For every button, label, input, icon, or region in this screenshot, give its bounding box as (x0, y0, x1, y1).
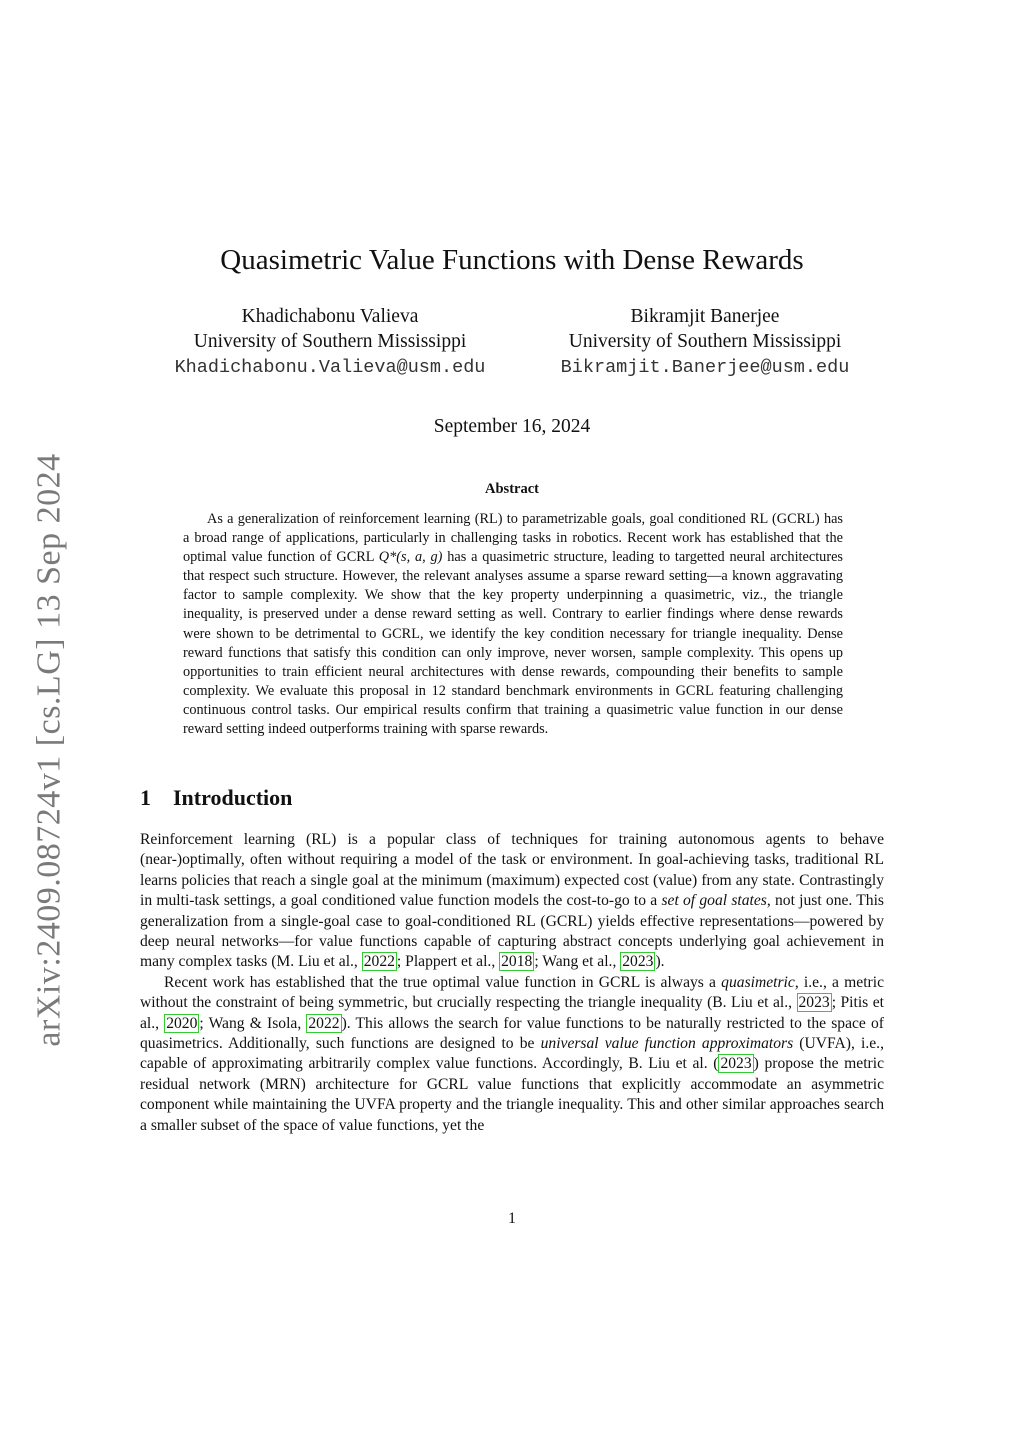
citation-link[interactable]: 2023 (720, 1055, 752, 1073)
author-affiliation: University of Southern Mississippi (568, 331, 842, 352)
text-run: Recent work has established that the true optimal value function in GCRL is always a (164, 973, 722, 991)
abstract-text-part: As a generalization of reinforcement learning (RL) to parametrizable goals, goal conditioned RL (GCRL) has a broad range of applications, particularly in challenging tasks in robotics. Recent work has established that the optimal value function of GCRL (183, 511, 843, 566)
section-heading (140, 785, 292, 811)
arxiv-identifier-stamp (30, 450, 70, 1050)
text-run: ). (655, 953, 665, 971)
section-number: 1 (140, 785, 151, 810)
emphasis: universal value function approximators (540, 1035, 794, 1053)
citation-link[interactable]: 2018 (501, 953, 533, 971)
abstract-heading: Abstract (485, 481, 539, 497)
abstract-text (183, 510, 843, 739)
text-run: (UVFA), i.e., capable of approximating arbitrarily complex value functions. Accordingly, B. Liu et al. ( (140, 1035, 884, 1073)
emphasis: set of goal states (661, 892, 767, 910)
citation-link[interactable]: 2023 (798, 994, 830, 1012)
emphasis: quasimetric (721, 973, 795, 991)
citation-link[interactable]: 2020 (166, 1014, 198, 1032)
arxiv-identifier: arXiv:2409.08724v1 [cs.LG] 13 Sep 2024 (31, 453, 68, 1047)
text-run: ; Wang et al., (534, 953, 621, 971)
text-run: ) propose the metric residual network (MRN) architecture for GCRL value functions that explicitly accommodate an asymmetric component while maintaining the UVFA property and the triangle inequality. This and other similar approaches search a smaller subset of the space of value functions, yet the (140, 1055, 884, 1134)
section-title: Introduction (173, 785, 293, 810)
citation-link[interactable]: 2022 (308, 1014, 340, 1032)
author-name: Khadichabonu Valieva (241, 306, 419, 327)
publication-date: September 16, 2024 (433, 416, 591, 437)
author-email: Bikramjit.Banerjee@usm.edu (560, 357, 850, 378)
text-run: , not just one. This generalization from a single-goal case to goal-conditioned RL (GCRL) yields effective representations—powered by deep neural networks—for value functions capable of capturing abstract concepts underlying goal achievement in many complex tasks (M. Liu et al., (140, 892, 885, 971)
author-affiliation: University of Southern Mississippi (193, 331, 467, 352)
introduction-body (140, 830, 884, 1136)
text-run: ). This allows the search for value functions to be naturally restricted to the space of quasimetrics. Additionally, such functions are designed to be (140, 1014, 884, 1053)
text-run: ; Wang & Isola, (199, 1014, 307, 1032)
author-block-2 (525, 304, 885, 380)
citation-link[interactable]: 2022 (363, 953, 395, 971)
abstract-text-part: has a quasimetric structure, leading to targetted neural architectures that respect such structure. However, the relevant analyses assume a sparse reward setting—a known aggravating factor to sample complexity. We show that the key property underpinning a quasimetric, viz., the triangle inequality, is preserved under a dense reward setting as well. Contrary to earlier findings where dense rewards were shown to be detrimental to GCRL, we identify the key condition necessary for triangle inequality. Dense reward functions that satisfy this condition can only improve, never worsen, sample complexity. This opens up opportunities to train efficient neural architectures with dense rewards, compounding their benefits to sample complexity. We evaluate this proposal in 12 standard benchmark environments in GCRL featuring challenging continuous control tasks. Our empirical results confirm that training a quasimetric value function in our dense reward setting indeed outperforms training with sparse rewards. (183, 549, 843, 738)
author-block-1 (140, 304, 520, 380)
paper-title: Quasimetric Value Functions with Dense Rewards (220, 244, 804, 276)
author-email: Khadichabonu.Valieva@usm.edu (174, 357, 486, 378)
text-run: Reinforcement learning (RL) is a popular class of techniques for training autonomous agents to behave (near-)optimally, often without requiring a model of the task or environment. In goal-achieving tasks, traditional RL learns policies that reach a single goal at the minimum (maximum) expected cost (value) from any state. Contrastingly in multi-task settings, a goal conditioned value function models the cost-to-go to a (140, 831, 884, 910)
math-q-star: Q*(s, a, g) (378, 549, 443, 566)
intro-paragraph-2 (140, 973, 884, 1136)
intro-paragraph-1 (140, 830, 884, 973)
text-run: , i.e., a metric without the constraint of being symmetric, but crucially respecting the triangle inequality (B. Liu et al., (140, 973, 884, 1012)
text-run: ; Plappert et al., (396, 953, 500, 971)
author-name: Bikramjit Banerjee (630, 306, 780, 327)
citation-link[interactable]: 2023 (622, 953, 654, 971)
text-run: ; Pitis et al., (140, 994, 884, 1032)
page-number: 1 (508, 1210, 516, 1227)
